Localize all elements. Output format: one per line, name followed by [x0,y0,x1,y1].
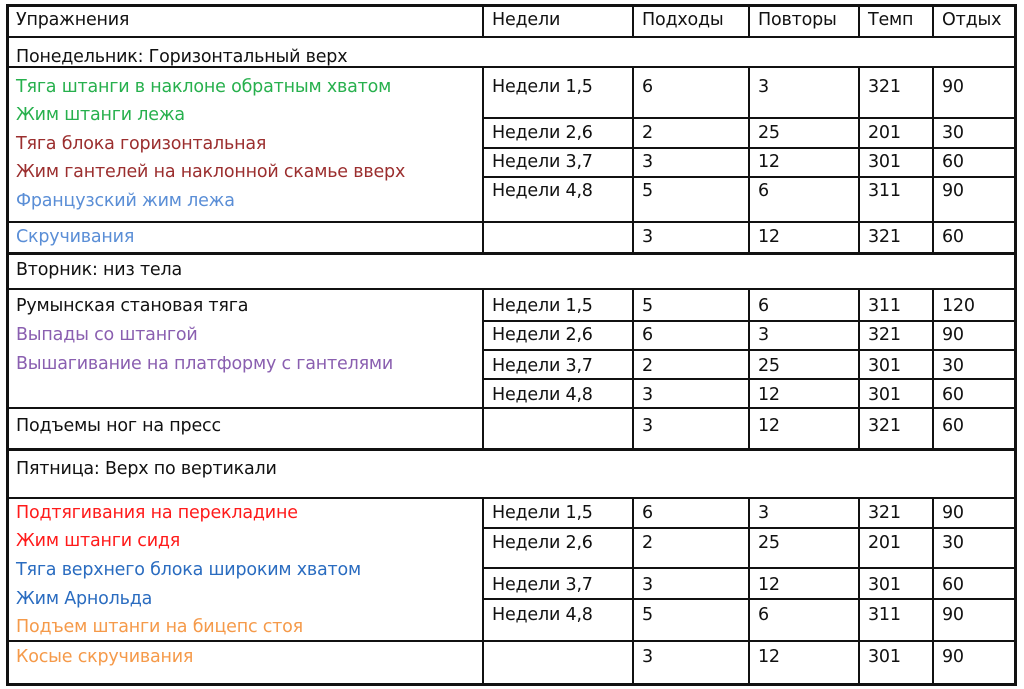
rest-cell: 90 [942,647,964,667]
sets-cell: 3 [642,227,653,247]
weeks-cell: Недели 1,5 [492,296,593,316]
weeks-cell: Недели 1,5 [492,77,593,97]
grid-line [858,497,860,683]
tempo-cell: 321 [868,503,901,523]
reps-cell: 12 [758,575,780,595]
sets-cell: 6 [642,325,653,345]
rest-cell: 30 [942,123,964,143]
reps-cell: 25 [758,356,780,376]
weeks-cell: Недели 3,7 [492,152,593,172]
exercise-name: Французский жим лежа [16,191,235,211]
weeks-cell: Недели 1,5 [492,503,593,523]
exercise-name: Жим гантелей на наклонной скамье вверх [16,162,406,182]
header-tempo: Темп [868,10,914,30]
sets-cell: 2 [642,356,653,376]
weeks-cell: Недели 3,7 [492,575,593,595]
day-title: Пятница: Верх по вертикали [16,459,277,479]
reps-cell: 12 [758,385,780,405]
tempo-cell: 301 [868,385,901,405]
exercise-name: Жим штанги сидя [16,531,181,551]
rest-cell: 60 [942,227,964,247]
sets-cell: 5 [642,605,653,625]
grid-line [932,66,934,252]
tempo-cell: 301 [868,647,901,667]
header-weeks: Недели [492,10,561,30]
sets-cell: 3 [642,647,653,667]
rest-cell: 90 [942,77,964,97]
tempo-cell: 201 [868,123,901,143]
grid-line [6,448,1014,451]
grid-line [6,221,1014,223]
grid-line [482,320,1014,322]
weeks-cell: Недели 2,6 [492,123,593,143]
reps-cell: 12 [758,227,780,247]
reps-cell: 12 [758,647,780,667]
exercise-name: Жим Арнольда [16,589,153,609]
header-rest: Отдых [942,10,1002,30]
grid-line [6,288,1014,290]
exercise-name: Косые скручивания [16,647,194,667]
tempo-cell: 201 [868,533,901,553]
grid-line [482,567,1014,569]
grid-line [748,497,750,683]
grid-line [6,683,1016,686]
header-sets: Подходы [642,10,724,30]
tempo-cell: 321 [868,77,901,97]
tempo-cell: 311 [868,605,901,625]
exercise-name: Румынская становая тяга [16,296,249,316]
grid-line [748,4,750,36]
weeks-cell: Недели 4,8 [492,605,593,625]
reps-cell: 6 [758,605,769,625]
grid-line [6,640,1014,642]
grid-line [482,288,484,448]
tempo-cell: 321 [868,227,901,247]
reps-cell: 3 [758,77,769,97]
sets-cell: 2 [642,123,653,143]
reps-cell: 12 [758,152,780,172]
exercise-name: Тяга штанги в наклоне обратным хватом [16,77,392,97]
sets-cell: 3 [642,575,653,595]
reps-cell: 3 [758,325,769,345]
grid-line [482,527,1014,529]
exercise-name: Подъемы ног на пресс [16,416,221,436]
day-title: Вторник: низ тела [16,260,183,280]
grid-line [482,598,1014,600]
weeks-cell: Недели 2,6 [492,533,593,553]
grid-line [6,4,1016,7]
exercise-name: Жим штанги лежа [16,105,185,125]
sets-cell: 6 [642,503,653,523]
grid-line [858,288,860,448]
tempo-cell: 321 [868,325,901,345]
weeks-cell: Недели 3,7 [492,356,593,376]
sets-cell: 6 [642,77,653,97]
tempo-cell: 311 [868,296,901,316]
grid-line [932,497,934,683]
tempo-cell: 301 [868,152,901,172]
rest-cell: 90 [942,503,964,523]
weeks-cell: Недели 4,8 [492,385,593,405]
reps-cell: 3 [758,503,769,523]
grid-line [6,36,1014,38]
grid-line [632,497,634,683]
day-title: Понедельник: Горизонтальный верх [16,47,348,67]
exercise-name: Вышагивание на платформу с гантелями [16,354,394,374]
grid-line [482,66,484,252]
grid-line [632,66,634,252]
grid-line [748,288,750,448]
weeks-cell: Недели 4,8 [492,181,593,201]
header-exercises: Упражнения [16,10,130,30]
grid-line [482,497,484,683]
grid-line [858,66,860,252]
reps-cell: 12 [758,416,780,436]
rest-cell: 60 [942,575,964,595]
grid-line [482,117,1014,119]
tempo-cell: 301 [868,356,901,376]
tempo-cell: 321 [868,416,901,436]
rest-cell: 90 [942,605,964,625]
rest-cell: 30 [942,533,964,553]
grid-line [632,4,634,36]
grid-line [482,4,484,36]
grid-line [6,252,1014,255]
exercise-name: Выпады со штангой [16,325,198,345]
grid-line [482,349,1014,351]
grid-line [482,378,1014,380]
rest-cell: 60 [942,152,964,172]
rest-cell: 60 [942,416,964,436]
weeks-cell: Недели 2,6 [492,325,593,345]
grid-line [1014,4,1017,686]
grid-line [6,407,1014,409]
reps-cell: 6 [758,181,769,201]
sets-cell: 3 [642,416,653,436]
exercise-name: Подтягивания на перекладине [16,503,298,523]
sets-cell: 5 [642,296,653,316]
reps-cell: 25 [758,123,780,143]
grid-line [6,497,1014,499]
exercise-name: Скручивания [16,227,135,247]
tempo-cell: 301 [868,575,901,595]
sets-cell: 2 [642,533,653,553]
rest-cell: 30 [942,356,964,376]
exercise-name: Тяга блока горизонтальная [16,134,267,154]
exercise-name: Подъем штанги на бицепс стоя [16,617,304,637]
grid-line [6,4,9,686]
rest-cell: 90 [942,181,964,201]
reps-cell: 6 [758,296,769,316]
grid-line [482,176,1014,178]
grid-line [932,4,934,36]
reps-cell: 25 [758,533,780,553]
rest-cell: 60 [942,385,964,405]
grid-line [932,288,934,448]
rest-cell: 90 [942,325,964,345]
grid-line [858,4,860,36]
grid-line [482,147,1014,149]
exercise-name: Тяга верхнего блока широким хватом [16,560,362,580]
grid-line [748,66,750,252]
tempo-cell: 311 [868,181,901,201]
sets-cell: 3 [642,385,653,405]
sets-cell: 5 [642,181,653,201]
grid-line [632,288,634,448]
header-reps: Повторы [758,10,837,30]
sets-cell: 3 [642,152,653,172]
rest-cell: 120 [942,296,975,316]
